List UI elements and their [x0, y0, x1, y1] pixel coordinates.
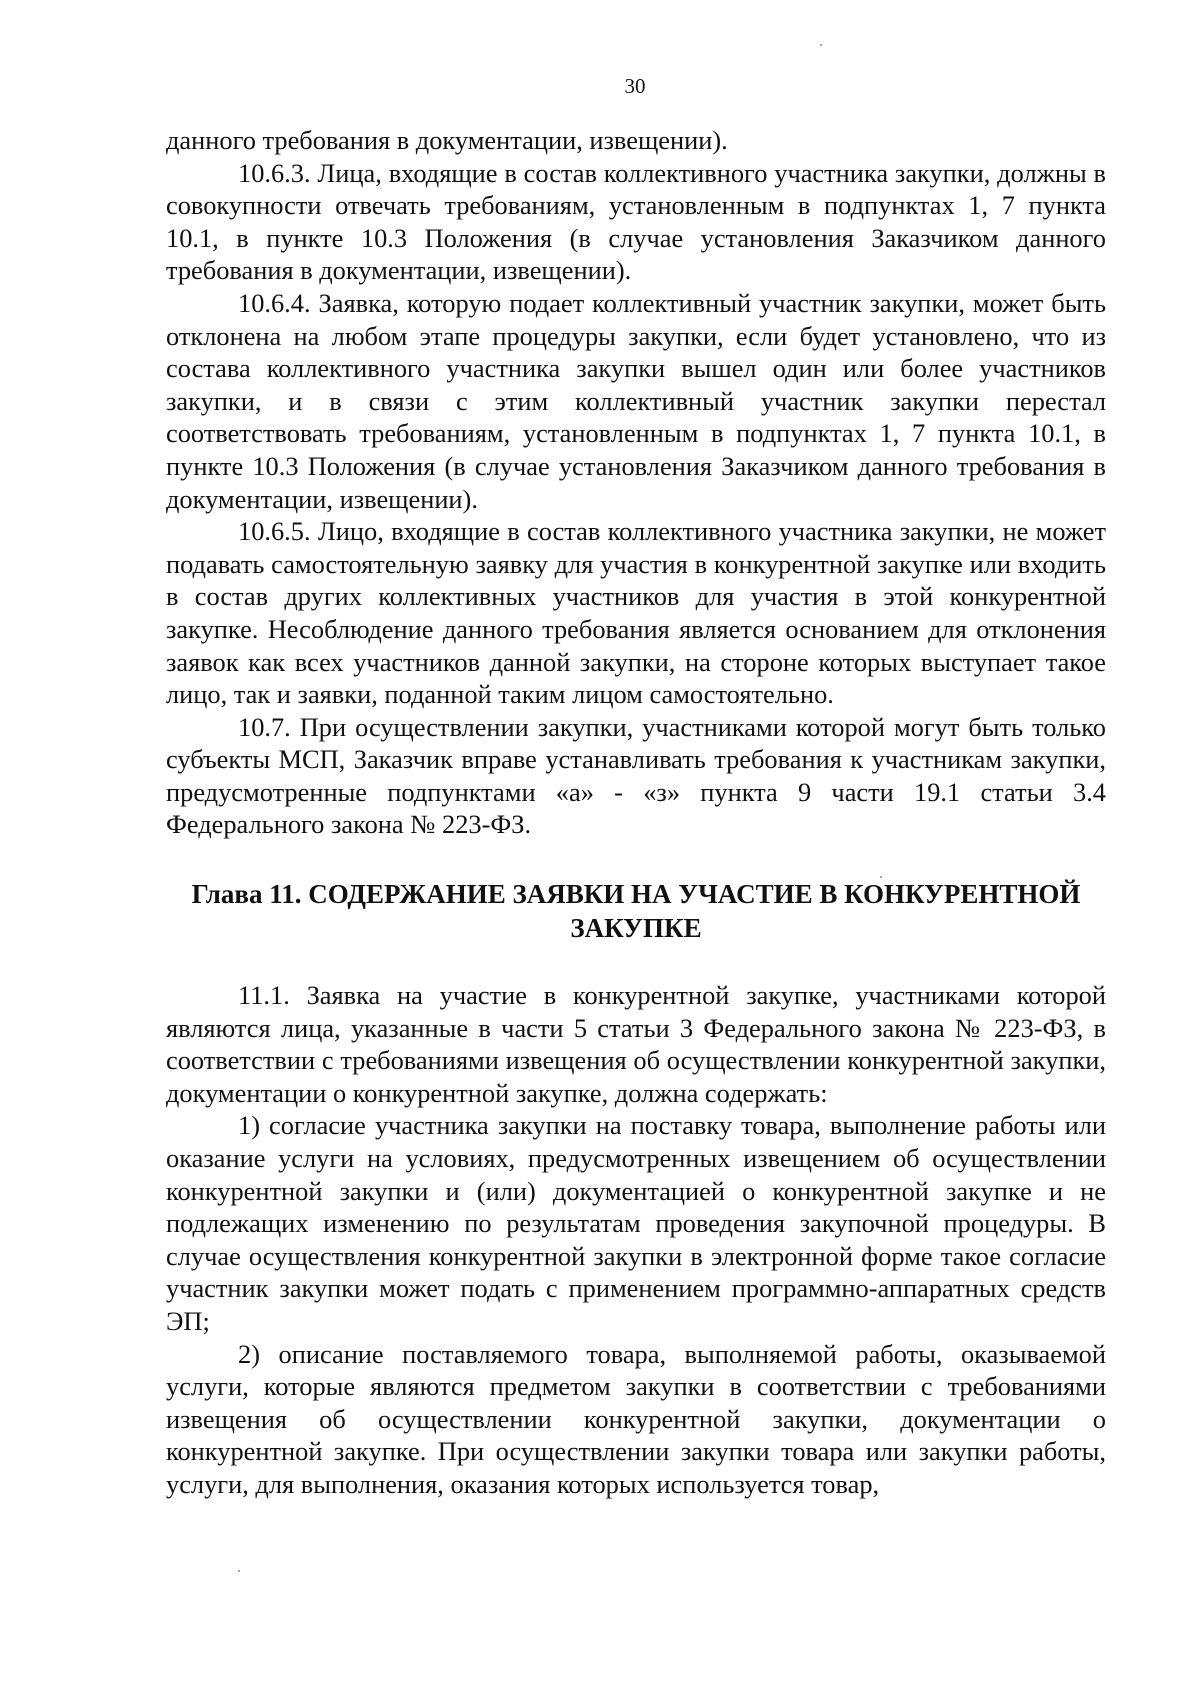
scan-speck [238, 1570, 240, 1572]
paragraph-10-6-3: 10.6.3. Лица, входящие в состав коллективного участника закупки, должны в совокупности отвечать требованиям, установленным в подпунктах 1, 7 пункта 10.1, в пункте 10.3 Положения (в случае установления Заказчиком данного требования в документации, извещении). [166, 157, 1106, 286]
paragraph-continuation: данного требования в документации, извещении). [166, 125, 728, 155]
list-item-1: 1) согласие участника закупки на поставку товара, выполнение работы или оказание услуги на условиях, предусмотренных извещением об осуществлении конкурентной закупки и (или) документацией о конкурентной закупке и не подлежащих изменению по результатам проведения закупочной процедуры. В случае осуществления конкурентной закупки в электронной форме такое согласие участник закупки может подать с применением программно-аппаратных средств ЭП; [166, 1110, 1106, 1336]
chapter-heading-line-2: ЗАКУПКЕ [570, 913, 702, 944]
paragraph-10-7: 10.7. При осуществлении закупки, участниками которой могут быть только субъекты МСП, Заказчик вправе устанавливать требования к участникам закупки, предусмотренные подпунктами «а» - «з» пункта 9 части 19.1 статьи 3.4 Федерального закона № 223-ФЗ. [166, 711, 1106, 840]
document-body [166, 124, 1106, 1501]
scan-speck [820, 44, 822, 46]
paragraph-11-1: 11.1. Заявка на участие в конкурентной закупке, участниками которой являются лица, указанные в части 5 статьи 3 Федерального закона № 223-ФЗ, в соответствии с требованиями извещения об осуществлении конкурентной закупки, документации о конкурентной закупке, должна содержать: [166, 980, 1106, 1108]
page-number: 30 [624, 74, 646, 98]
chapter-heading-line-1: Глава 11. СОДЕРЖАНИЕ ЗАЯВКИ НА УЧАСТИЕ В КОНКУРЕНТНОЙ [191, 879, 1081, 910]
paragraph-10-6-5: 10.6.5. Лицо, входящие в состав коллективного участника закупки, не может подавать самостоятельную заявку для участия в конкурентной закупке или входить в состав других коллективных участников для участия в этой конкурентной закупке. Несоблюдение данного требования является основанием для отклонения заявок как всех участников данной закупки, на стороне которых выступает такое лицо, так и заявки, поданной таким лицом самостоятельно. [166, 516, 1106, 710]
list-item-2: 2) описание поставляемого товара, выполняемой работы, оказываемой услуги, которые являются предметом закупки в соответствии с требованиями извещения об осуществлении конкурентной закупки, документации о конкурентной закупке. При осуществлении закупки товара или закупки работы, услуги, для выполнения, оказания которых используется товар, [166, 1338, 1106, 1499]
chapter-heading [166, 877, 1106, 945]
scan-speck [880, 876, 882, 878]
paragraph-10-6-4: 10.6.4. Заявка, которую подает коллективный участник закупки, может быть отклонена на любом этапе процедуры закупки, если будет установлено, что из состава коллективного участника закупки вышел один или более участников закупки, и в связи с этим коллективный участник закупки перестал соответствовать требованиям, установленным в подпунктах 1, 7 пункта 10.1, в пункте 10.3 Положения (в случае установления Заказчиком данного требования в документации, извещении). [166, 287, 1106, 514]
